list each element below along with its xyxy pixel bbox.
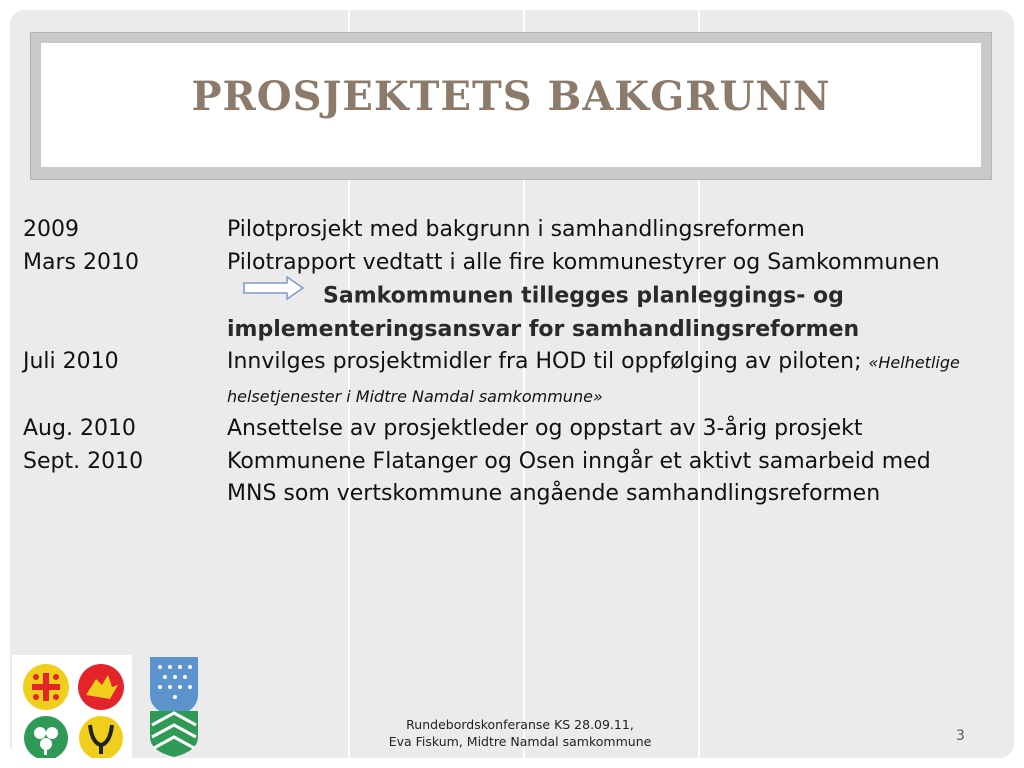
title-box <box>41 43 981 167</box>
timeline-row <box>23 413 983 446</box>
timeline-row <box>23 346 983 413</box>
timeline-text: Innvilges prosjektmidler fra HOD til oppfølging av piloten; <box>227 349 869 374</box>
footer-line: Eva Fiskum, Midtre Namdal samkommune <box>388 734 652 749</box>
timeline-date: 2009 <box>23 217 79 242</box>
slide <box>10 10 1014 758</box>
slide-title: PROSJEKTETS BAKGRUNN <box>191 73 831 120</box>
coat-of-arms-yellow-cross-icon <box>23 664 69 710</box>
timeline-date: Juli 2010 <box>23 349 119 374</box>
timeline-date: Mars 2010 <box>23 249 139 275</box>
logo-panel <box>12 655 132 758</box>
footer <box>300 716 740 750</box>
title-frame <box>30 32 992 180</box>
coat-of-arms-red-bird-icon <box>78 664 124 710</box>
timeline-date: Sept. 2010 <box>23 448 144 474</box>
timeline-date: Aug. 2010 <box>23 416 136 441</box>
timeline-text: Ansettelse av prosjektleder og oppstart av 3-årig prosjekt <box>227 416 863 441</box>
coat-of-arms-green-clover-icon <box>24 716 68 758</box>
right-arrow-icon <box>243 276 305 311</box>
timeline-bold-text: Samkommunen tillegges planleggings- og implementeringsansvar for samhandlingsreformen <box>227 283 860 342</box>
coat-of-arms-blue-green-shield-icon <box>148 655 200 758</box>
timeline-row <box>23 247 983 347</box>
page-number: 3 <box>956 728 965 744</box>
coat-of-arms-yellow-horns-icon <box>79 716 123 758</box>
timeline-italic-text: «Helhetlige helsetjenester i Midtre Namdal samkommune» <box>227 353 960 406</box>
footer-line: Rundebordskonferanse KS 28.09.11, <box>406 717 634 732</box>
timeline-row <box>23 446 983 511</box>
timeline <box>23 214 983 511</box>
timeline-text: Pilotrapport vedtatt i alle fire kommunestyrer og Samkommunen <box>227 249 940 275</box>
timeline-text: Pilotprosjekt med bakgrunn i samhandlingsreformen <box>227 217 805 242</box>
timeline-row <box>23 214 983 247</box>
timeline-text: Kommunene Flatanger og Osen inngår et aktivt samarbeid med MNS som vertskommune angående samhandlingsreformen <box>227 448 931 506</box>
